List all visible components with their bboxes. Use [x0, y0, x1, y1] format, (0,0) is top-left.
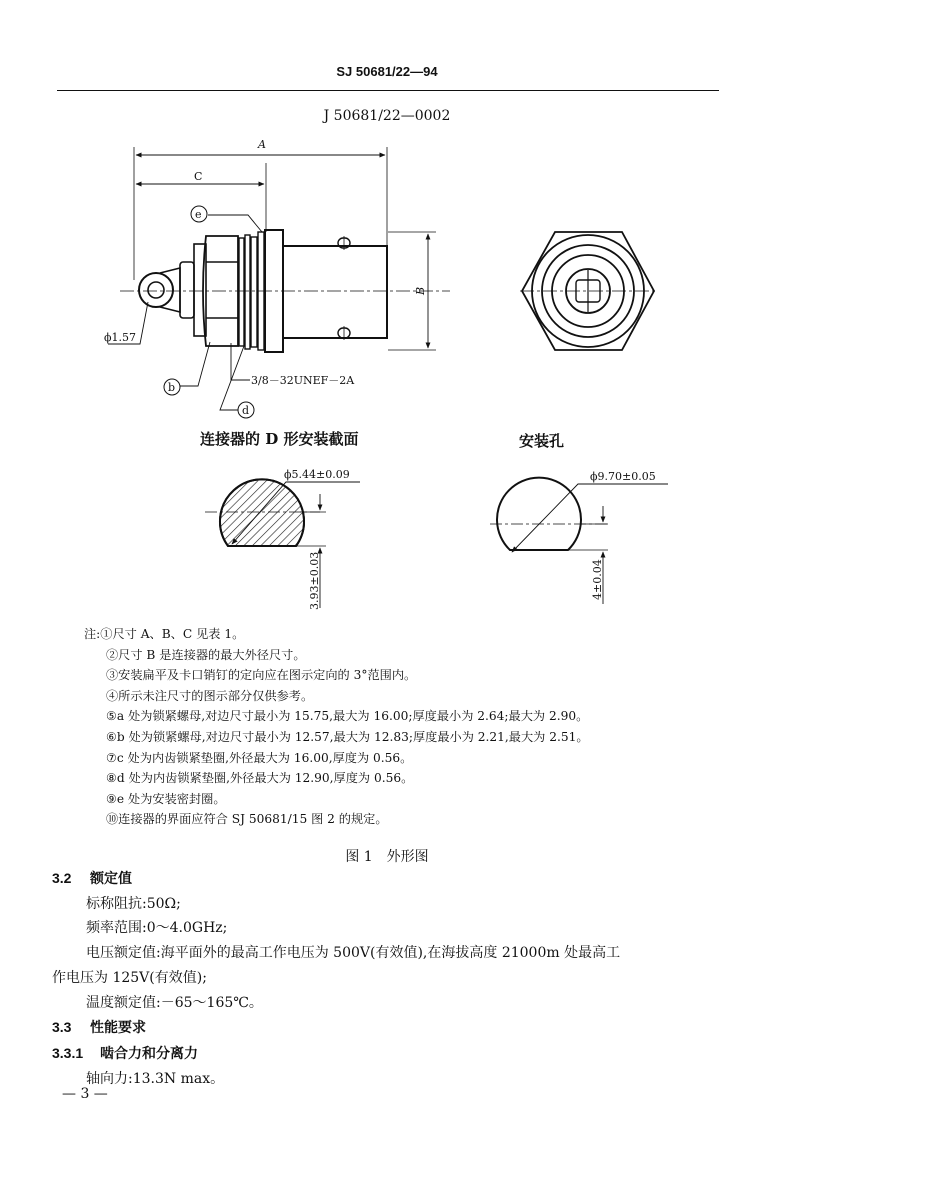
hole-dia-label: ϕ9.70±0.05 — [590, 470, 656, 483]
notes-prefix: 注: — [84, 627, 101, 641]
page-number: — 3 — — [62, 1086, 108, 1102]
d-section-drawing — [205, 479, 360, 608]
frequency-text: 频率范围:0～4.0GHz; — [86, 920, 228, 937]
section-dia-label: ϕ5.44±0.09 — [284, 468, 350, 481]
page-header-code: SJ 50681/22—94 — [336, 64, 438, 79]
note-item: ⑤a 处为锁紧螺母,对边尺寸最小为 15.75,最大为 16.00;厚度最小为 2.64;最大为 2.90。 — [106, 709, 589, 724]
callout-b: b — [168, 381, 176, 394]
section-heading-3-3-1: 3.3.1 啮合力和分离力 — [52, 1044, 198, 1062]
note-item: ⑨e 处为安装密封圈。 — [106, 791, 226, 806]
note-item: ⑧d 处为内齿锁紧垫圈,外径最大为 12.90,厚度为 0.56。 — [106, 771, 414, 786]
voltage-text-2: 作电压为 125V(有效值); — [52, 969, 207, 986]
figure-notes — [84, 624, 764, 830]
thread-label: 3/8－32UNEF－2A — [251, 374, 355, 387]
section-flat-label: 3.93±0.03 — [308, 551, 321, 610]
drawing-code: J 50681/22—0002 — [323, 108, 451, 124]
mounting-hole-drawing — [490, 478, 668, 604]
axial-force-text: 轴向力:13.3N max。 — [86, 1070, 225, 1087]
callout-d: d — [242, 404, 250, 417]
hole-flat-label: 4±0.04 — [591, 559, 604, 600]
temperature-text: 温度额定值:－65～165℃。 — [86, 994, 263, 1011]
note-item: ⑦c 处为内齿锁紧垫圈,外径最大为 16.00,厚度为 0.56。 — [106, 750, 413, 765]
note-item: ③安装扁平及卡口销钉的定向应在图示定向的 3°范围内。 — [106, 668, 417, 683]
note-item: ⑥b 处为锁紧螺母,对边尺寸最小为 12.57,最大为 12.83;厚度最小为 2.21,最大为 2.51。 — [106, 729, 589, 744]
dim-a-label: A — [258, 138, 266, 151]
impedance-text: 标称阻抗:50Ω; — [86, 895, 181, 912]
section-heading-3-2: 3.2 额定值 — [52, 870, 132, 887]
note-item: ②尺寸 B 是连接器的最大外径尺寸。 — [106, 647, 306, 662]
dim-b-label: B — [414, 286, 427, 295]
eyelet-dia-label: ϕ1.57 — [104, 331, 136, 344]
dim-c-label: C — [194, 170, 203, 183]
section-caption: 连接器的 D 形安装截面 — [200, 430, 359, 448]
section-heading-3-3: 3.3 性能要求 — [52, 1019, 146, 1037]
figure-caption: 图 1 外形图 — [345, 849, 429, 865]
note-item: ⑩连接器的界面应符合 SJ 50681/15 图 2 的规定。 — [106, 812, 388, 827]
body-text — [52, 866, 720, 1091]
voltage-text-1: 电压额定值:海平面外的最高工作电压为 500V(有效值),在海拔高度 21000m 处最高工 — [86, 945, 621, 962]
callout-e: e — [195, 208, 202, 221]
connector-end-view — [520, 232, 658, 350]
note-item: 注:①尺寸 A、B、C 见表 1。 — [84, 627, 245, 641]
hole-caption: 安装孔 — [519, 432, 565, 450]
note-item: ④所示未注尺寸的图示部分仅供参考。 — [106, 688, 314, 703]
